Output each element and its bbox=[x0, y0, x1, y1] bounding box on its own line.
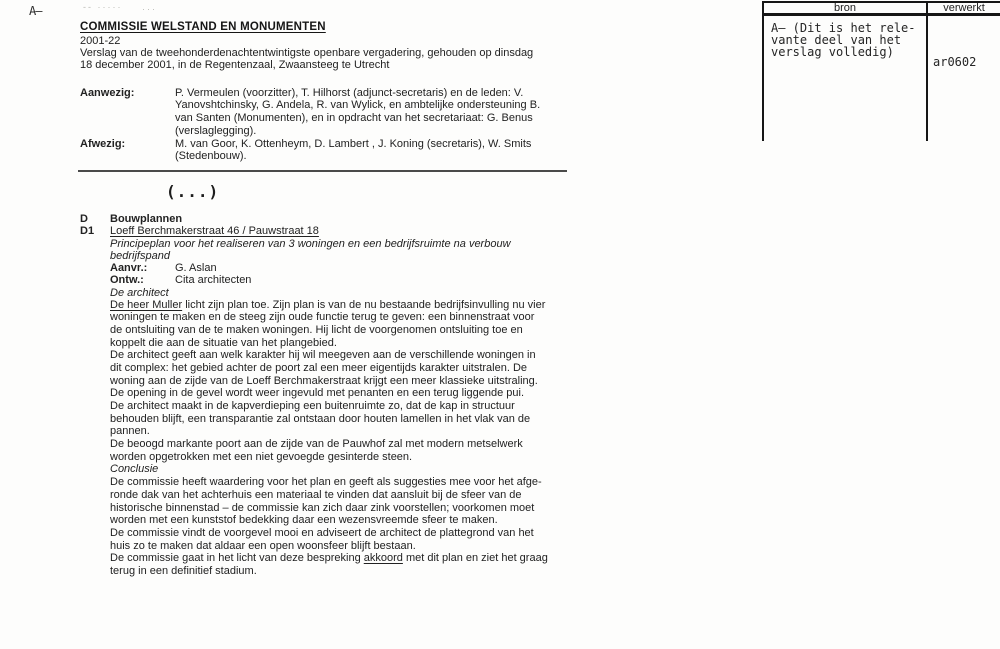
agenda-row bbox=[80, 250, 511, 262]
body-line bbox=[110, 349, 548, 362]
body-line bbox=[110, 311, 548, 324]
body-line bbox=[110, 324, 548, 337]
column-header-bron: bron bbox=[833, 1, 857, 14]
attendance-lines bbox=[175, 87, 540, 138]
body-line bbox=[110, 451, 548, 464]
table-left-border bbox=[762, 1, 764, 141]
agenda-text: Bouwplannen bbox=[110, 213, 183, 225]
underlined-text: De heer Muller bbox=[110, 298, 183, 311]
bron-note-line: vante deel van het bbox=[771, 32, 902, 47]
bron-note-line: verslag volledig) bbox=[771, 44, 894, 59]
body-text-segment: De commissie heeft waardering voor het plan en geeft als suggesties mee voor het afge- bbox=[110, 476, 542, 489]
agenda-row bbox=[80, 287, 511, 299]
attendance-line: P. Vermeulen (voorzitter), T. Hilhorst (adjunct-secretaris) en de leden: V. bbox=[175, 86, 524, 99]
pencil-mark: ··· bbox=[142, 4, 157, 14]
table-column-divider bbox=[926, 1, 928, 141]
document-title: COMMISSIE WELSTAND EN MONUMENTEN bbox=[80, 21, 326, 33]
horizontal-rule bbox=[78, 170, 567, 172]
attendance-line: (Stedenbouw). bbox=[175, 150, 247, 163]
agenda-text: De architect bbox=[110, 286, 169, 299]
body-text-segment: historische binnenstad – de commissie kan zich daar zink voorstellen; voorkomen moet bbox=[110, 501, 535, 514]
body-line bbox=[110, 438, 548, 451]
agenda-row bbox=[80, 262, 511, 274]
report-subtitle-line: 18 december 2001, in de Regentenzaal, Zwaansteeg te Utrecht bbox=[80, 58, 390, 71]
agenda-field-value: Cita architecten bbox=[175, 274, 252, 287]
attendance-line: (verslaglegging). bbox=[175, 124, 257, 137]
body-line bbox=[110, 514, 548, 527]
report-number: 2001-22 bbox=[80, 34, 121, 47]
body-text-segment: worden met een kunststof bedekking daar een wezensvreemde sfeer te maken. bbox=[110, 514, 498, 527]
body-text-segment: woningen te maken en de steeg zijn oude functie terug te geven: een binnenstraat voor bbox=[110, 311, 535, 324]
agenda-row bbox=[80, 238, 511, 250]
attendance-label: Aanwezig: bbox=[80, 86, 135, 99]
body-text-segment: De commissie vindt de voorgevel mooi en adviseert de architect de plattegrond van het bbox=[110, 526, 534, 539]
margin-code-mark: A– bbox=[29, 4, 42, 18]
body-line bbox=[110, 540, 548, 553]
attendance-row bbox=[80, 138, 540, 164]
underlined-text: akkoord bbox=[363, 552, 403, 565]
agenda-row bbox=[80, 274, 511, 286]
body-text-segment: koppelt die aan de situatie van het plangebied. bbox=[110, 336, 337, 349]
body-line bbox=[110, 527, 548, 540]
omission-mark: (...) bbox=[166, 182, 220, 201]
body-text-segment: met dit plan en ziet het graag bbox=[402, 552, 548, 565]
attendance-block bbox=[80, 87, 540, 164]
body-text-segment: terug in een definitief stadium. bbox=[110, 564, 257, 577]
agenda-field-label: Aanvr.: bbox=[110, 262, 148, 275]
column-header-verwerkt: verwerkt bbox=[943, 1, 985, 14]
attendance-lines bbox=[175, 138, 531, 164]
attendance-line: M. van Goor, K. Ottenheym, D. Lambert , J. Koning (secretaris), W. Smits bbox=[175, 137, 532, 150]
body-text-segment: Conclusie bbox=[110, 463, 159, 476]
registration-table bbox=[762, 0, 1000, 141]
agenda-text: bedrijfspand bbox=[110, 249, 170, 262]
report-body-text bbox=[110, 299, 548, 578]
agenda-row bbox=[80, 213, 511, 225]
body-line bbox=[110, 299, 548, 312]
body-text-segment: behouden blijft, een transparantie zal ontstaan door houten lamellen in het vlak van de bbox=[110, 412, 531, 425]
body-text-segment: woning aan de zijde van de Loeff Berchmakerstraat krijgt een meer klassieke uitstraling. bbox=[110, 374, 538, 387]
body-text-segment: De architect maakt in de kapverdieping een buitenruimte zo, dat de kap in structuur bbox=[110, 400, 515, 412]
body-line bbox=[110, 337, 548, 350]
attendance-row bbox=[80, 87, 540, 138]
body-line bbox=[110, 502, 548, 515]
body-text-segment: De beoogd markante poort aan de zijde van de Pauwhof zal met modern metselwerk bbox=[110, 438, 523, 451]
body-text-segment: de ontsluiting van de te maken woningen. Hij licht de voorgenomen ontsluiting toe en bbox=[110, 323, 523, 336]
attendance-line: van Santen (Monumenten), en in opdracht van het secretariaat: G. Benus bbox=[175, 112, 533, 125]
bron-note-line: A– (Dit is het rele- bbox=[771, 21, 916, 35]
pencil-mark: -- ····· bbox=[83, 2, 123, 12]
body-text-segment: pannen. bbox=[110, 425, 150, 438]
agenda-code: D1 bbox=[80, 225, 95, 238]
body-text-segment: De architect geeft aan welk karakter hij wil meegeven aan de verschillende woningen in bbox=[110, 349, 536, 362]
body-line bbox=[110, 425, 548, 438]
agenda-text: Loeff Berchmakerstraat 46 / Pauwstraat 18 bbox=[110, 225, 319, 238]
report-subtitle bbox=[80, 47, 533, 71]
body-text-segment: De opening in de gevel wordt weer ingevuld met penanten en een terug liggende pui. bbox=[110, 387, 525, 400]
agenda-item-block bbox=[80, 213, 511, 299]
attendance-label: Afwezig: bbox=[80, 137, 126, 150]
body-line bbox=[110, 552, 548, 565]
body-text-segment: licht zijn plan toe. Zijn plan is van de nu bestaande bedrijfsinvulling nu vier bbox=[182, 298, 546, 311]
body-text-segment: huis zo te maken dat aldaar een open woonsfeer blijft bestaan. bbox=[110, 539, 416, 552]
agenda-field-label: Ontw.: bbox=[110, 274, 144, 287]
body-line bbox=[110, 489, 548, 502]
report-subtitle-line: Verslag van de tweehonderdenachtentwintigste openbare vergadering, gehouden op dinsdag bbox=[80, 46, 534, 59]
body-line bbox=[110, 413, 548, 426]
body-text-segment: De commissie gaat in het licht van deze bespreking bbox=[110, 552, 364, 565]
body-text-segment: worden opgetrokken met een niet gevoegde gesinterde steen. bbox=[110, 450, 413, 463]
body-line bbox=[110, 476, 548, 489]
body-line bbox=[110, 565, 548, 578]
agenda-text: Principeplan voor het realiseren van 3 woningen en een bedrijfsruimte na verbouw bbox=[110, 237, 511, 250]
body-line bbox=[110, 362, 548, 375]
body-line bbox=[110, 375, 548, 388]
verwerkt-code: ar0602 bbox=[933, 55, 977, 69]
attendance-line: Yanovshtchinsky, G. Andela, R. van Wylick, en ambtelijke ondersteuning B. bbox=[175, 99, 541, 112]
agenda-code: D bbox=[80, 213, 88, 225]
body-text-segment: ronde dak van het achterhuis een materiaal te vinden dat aansluit bij de sfeer van de bbox=[110, 488, 522, 501]
body-line bbox=[110, 387, 548, 400]
agenda-field-value: G. Aslan bbox=[175, 262, 217, 275]
bron-note bbox=[771, 23, 916, 58]
body-line bbox=[110, 400, 548, 413]
body-line bbox=[110, 463, 548, 476]
agenda-row bbox=[80, 225, 511, 237]
body-text-segment: dit complex: het gebied achter de poort zal een meer eigentijds karakter uitstralen. De bbox=[110, 361, 528, 374]
